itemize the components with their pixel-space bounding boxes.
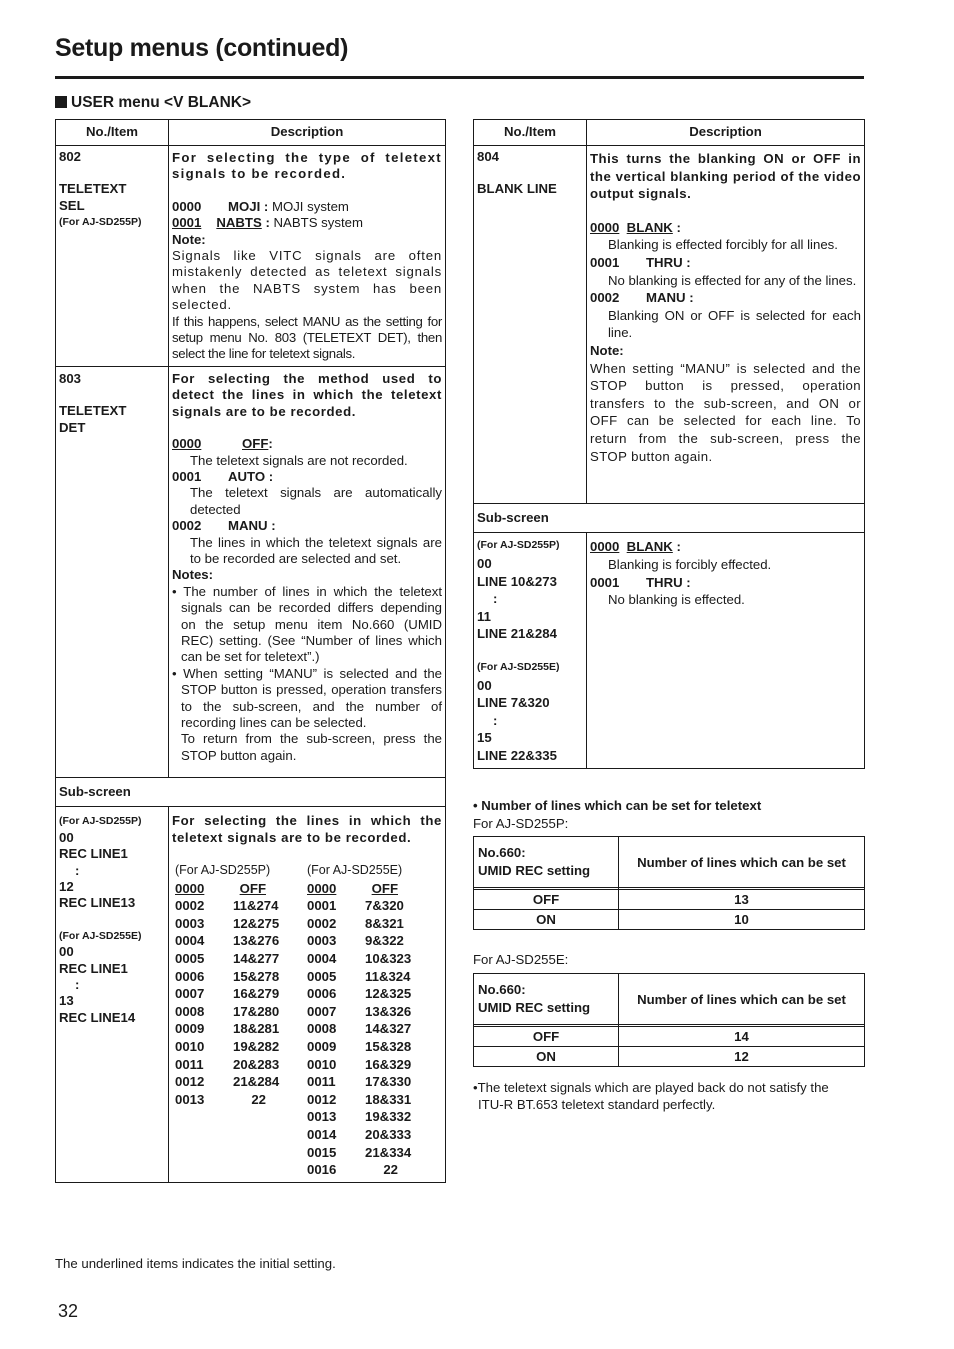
setting-code: 0003 — [175, 915, 205, 931]
line-setting-row — [307, 1144, 439, 1162]
line-setting-row — [307, 880, 439, 898]
subscreen-label: Sub-screen — [56, 777, 446, 806]
lines-heading: • Number of lines which can be set for teletext — [473, 798, 762, 813]
option-0001: 0001 THRU : — [590, 574, 691, 590]
setting-lines: 18&281 — [233, 1021, 280, 1037]
model-label: (For AJ-SD255P) — [59, 815, 142, 828]
subscreen-804-row — [474, 533, 865, 768]
range-colon: : — [493, 591, 498, 607]
setting-code: 0004 — [175, 933, 205, 949]
item-intro: For selecting the method used to detect the lines in which the teletext signals are to be recorded. — [172, 370, 442, 419]
option-0000: 0000 MOJI : MOJI system — [172, 198, 349, 214]
menu-row-802 — [56, 146, 446, 367]
notes-label: Notes: — [172, 567, 214, 583]
table-header-row — [56, 120, 446, 146]
setting-code: 0005 — [175, 951, 205, 967]
section-title: USER menu <V BLANK> — [71, 94, 252, 111]
section-heading — [55, 94, 251, 112]
setting-code: 0010 — [175, 1039, 205, 1055]
line-setting-row — [175, 1091, 307, 1109]
model-label: (For AJ-SD255E) — [477, 660, 560, 673]
range-last-code: 11 — [477, 608, 491, 624]
range-last-code: 12 — [59, 878, 74, 894]
table-row — [474, 1047, 865, 1067]
line-setting-row — [307, 985, 439, 1003]
playback-note-2: ITU-R BT.653 teletext standard perfectly. — [478, 1097, 716, 1112]
subscreen-label: Sub-screen — [474, 504, 865, 533]
lines-col2: Number of lines which can be set — [619, 974, 865, 1025]
setting-lines: 13&276 — [233, 933, 280, 949]
line-setting-row — [307, 915, 439, 933]
setting-lines: 20&333 — [365, 1127, 412, 1142]
item-name: BLANK LINE — [477, 181, 557, 197]
cell-setting: OFF — [474, 1027, 619, 1047]
range-last-name: LINE 22&335 — [477, 747, 557, 763]
ntsc-line-list — [175, 862, 307, 1179]
setting-lines: 15&278 — [233, 968, 280, 984]
setting-code: 0014 — [307, 1127, 337, 1142]
line-setting-row — [175, 915, 307, 933]
item-number: 803 — [59, 370, 82, 386]
page-number: 32 — [58, 1301, 79, 1321]
table-row — [474, 1027, 865, 1047]
note-item: • When setting “MANU” is selected and the STOP button is pressed, operation transfers to the sub-screen, and the number of recording lines can be selected. — [172, 665, 442, 730]
line-setting-row — [307, 1038, 439, 1056]
item-number: 802 — [59, 149, 82, 164]
range-last-code: 13 — [59, 993, 74, 1009]
line-setting-row — [307, 968, 439, 986]
lines-for-p: For AJ-SD255P: — [473, 816, 569, 831]
setting-code: 0003 — [307, 933, 337, 949]
line-setting-row — [175, 1003, 307, 1021]
setting-lines: 19&282 — [233, 1039, 280, 1055]
header-item: No./Item — [56, 120, 169, 146]
lines-col1-l2: UMID REC setting — [478, 1000, 591, 1015]
range-last-name: REC LINE14 — [59, 1009, 136, 1025]
line-setting-row — [307, 1161, 439, 1179]
setting-lines: OFF — [371, 880, 398, 896]
line-setting-row — [175, 985, 307, 1003]
footnote: The underlined items indicates the initial setting. — [55, 1256, 336, 1271]
setting-code: 0006 — [307, 986, 337, 1002]
ntsc-heading: (For AJ-SD255P) — [175, 863, 271, 878]
line-setting-row — [175, 1056, 307, 1074]
cell-setting: OFF — [474, 890, 619, 910]
subscreen-row — [56, 777, 446, 806]
range-first-name: LINE 10&273 — [477, 573, 557, 589]
line-setting-row — [175, 1073, 307, 1091]
item-number: 804 — [477, 149, 500, 164]
setting-code: 0007 — [307, 1003, 337, 1019]
setting-lines: 20&283 — [233, 1056, 280, 1072]
setting-lines: 22 — [251, 1091, 266, 1107]
title-rule — [55, 76, 864, 79]
item-intro: This turns the blanking ON or OFF in the vertical blanking period of the video output signals. — [590, 151, 861, 202]
setting-lines: 10&323 — [365, 951, 412, 967]
setting-lines: 17&330 — [365, 1074, 412, 1090]
header-item: No./Item — [474, 120, 587, 146]
table-row — [474, 910, 865, 930]
note-text: When setting “MANU” is selected and the STOP button is pressed, operation transfers to the sub-screen, and ON or OFF can be selected for each line. To return from the sub-screen, press the STOP button again. — [590, 360, 861, 464]
setting-code: 0002 — [307, 915, 337, 931]
setting-code: 0013 — [175, 1091, 205, 1107]
setting-lines: 16&329 — [365, 1056, 412, 1072]
setting-lines: 21&284 — [233, 1074, 280, 1090]
item-name: TELETEXT — [59, 403, 127, 419]
range-first-code: 00 — [477, 556, 492, 571]
line-setting-row — [307, 1020, 439, 1038]
setting-lines: 9&322 — [365, 933, 404, 949]
setting-code: 0012 — [175, 1074, 205, 1090]
setting-code: 0012 — [307, 1091, 337, 1107]
setting-code: 0005 — [307, 968, 337, 984]
line-setting-row — [307, 950, 439, 968]
range-colon: : — [75, 862, 80, 878]
range-first-code: 00 — [59, 829, 74, 845]
cell-lines: 14 — [619, 1027, 865, 1047]
subscreen-intro: For selecting the lines in which the teletext signals are to be recorded. — [172, 813, 442, 845]
setting-code: 0007 — [175, 986, 205, 1002]
setting-code: 0000 — [175, 880, 205, 896]
setting-lines: 14&327 — [365, 1021, 412, 1037]
line-setting-row — [175, 932, 307, 950]
line-setting-row — [175, 1020, 307, 1038]
option-desc: The teletext signals are automatically detected — [190, 485, 442, 517]
left-menu-table — [55, 119, 446, 1183]
item-intro: For selecting the type of teletext signals to be recorded. — [172, 150, 442, 182]
table-header-row — [474, 120, 865, 146]
lines-table-e — [473, 973, 865, 1067]
setting-code: 0001 — [307, 898, 337, 914]
subscreen-803-row — [56, 807, 446, 1183]
option-0001: 0001 NABTS : NABTS system — [172, 215, 363, 231]
line-setting-row — [307, 1108, 439, 1126]
model-label: (For AJ-SD255E) — [59, 929, 142, 942]
setting-lines: 14&277 — [233, 951, 280, 967]
note-label: Note: — [172, 231, 206, 247]
model-label: (For AJ-SD255P) — [477, 539, 560, 552]
range-first-name: REC LINE1 — [59, 846, 128, 862]
option-desc: No blanking is effected for any of the lines. — [608, 272, 857, 288]
setting-code: 0004 — [307, 951, 337, 967]
setting-lines: 11&324 — [365, 968, 411, 984]
setting-code: 0011 — [175, 1056, 204, 1072]
item-name-2: SEL — [59, 197, 85, 213]
setting-lines: 7&320 — [365, 898, 404, 914]
lines-header-row — [474, 974, 865, 1025]
cell-lines: 10 — [619, 910, 865, 930]
setting-lines: OFF — [239, 880, 266, 896]
range-last-name: REC LINE13 — [59, 895, 136, 911]
option-desc: Blanking is forcibly effected. — [608, 557, 772, 572]
setting-code: 0008 — [307, 1021, 337, 1037]
model-label: (For AJ-SD255P) — [59, 216, 142, 229]
option-0000: 0000 BLANK : — [590, 219, 681, 235]
setting-code: 0006 — [175, 968, 205, 984]
option-desc: Blanking ON or OFF is selected for each line. — [608, 307, 861, 341]
line-setting-row — [307, 897, 439, 915]
setting-lines: 16&279 — [233, 986, 280, 1002]
setting-code: 0011 — [307, 1074, 336, 1090]
setting-lines: 11&274 — [233, 898, 279, 914]
lines-col2: Number of lines which can be set — [619, 837, 865, 888]
setting-lines: 15&328 — [365, 1039, 412, 1055]
option-desc: The lines in which the teletext signals are to be recorded are selected and set. — [190, 534, 442, 566]
range-last-code: 15 — [477, 730, 492, 746]
option-0000: 0000 BLANK : — [590, 539, 681, 555]
setting-code: 0010 — [307, 1056, 337, 1072]
setting-code: 0002 — [175, 898, 205, 914]
line-setting-row — [307, 1091, 439, 1109]
setting-code: 0016 — [307, 1162, 337, 1178]
item-name-2: DET — [59, 419, 86, 435]
setting-lines: 22 — [383, 1162, 398, 1178]
pal-line-list — [307, 862, 439, 1179]
range-first-code: 00 — [59, 944, 74, 960]
range-first-code: 00 — [477, 677, 492, 693]
lines-table-p — [473, 836, 865, 930]
setting-lines: 12&325 — [365, 986, 412, 1002]
line-setting-row — [175, 1038, 307, 1056]
lines-header-row — [474, 837, 865, 888]
note-text: Signals like VITC signals are often mistakenly detected as teletext signals when the NABTS system has been selected. — [172, 248, 442, 313]
option-0002: 0002 MANU : — [590, 290, 694, 306]
line-setting-row — [175, 897, 307, 915]
option-desc: No blanking is effected. — [608, 592, 745, 608]
cell-setting: ON — [474, 910, 619, 930]
lines-for-e: For AJ-SD255E: — [473, 952, 569, 967]
lines-col1-l1: No.660: — [478, 982, 526, 997]
option-0000: 0000 OFF: — [172, 436, 273, 452]
setting-code: 0015 — [307, 1144, 337, 1160]
cell-lines: 12 — [619, 1047, 865, 1067]
setting-lines: 21&334 — [365, 1144, 412, 1160]
lines-col1-l2: UMID REC setting — [478, 863, 591, 878]
menu-row-803 — [56, 366, 446, 777]
line-setting-row — [175, 950, 307, 968]
range-first-name: REC LINE1 — [59, 960, 128, 976]
setting-lines: 17&280 — [233, 1003, 280, 1019]
cell-setting: ON — [474, 1047, 619, 1067]
header-description: Description — [169, 120, 446, 146]
setting-lines: 18&331 — [365, 1091, 412, 1107]
square-bullet-icon — [55, 96, 67, 108]
header-description: Description — [587, 120, 865, 146]
setting-code: 0008 — [175, 1003, 205, 1019]
line-setting-row — [307, 1003, 439, 1021]
option-desc: The teletext signals are not recorded. — [190, 452, 408, 468]
range-colon: : — [75, 976, 80, 992]
note-item: To return from the sub-screen, press the STOP button again. — [181, 731, 442, 763]
pal-heading: (For AJ-SD255E) — [307, 863, 403, 878]
setting-lines: 19&332 — [365, 1109, 412, 1125]
line-setting-row — [307, 1073, 439, 1091]
range-last-name: LINE 21&284 — [477, 626, 557, 642]
item-name: TELETEXT — [59, 181, 127, 197]
line-setting-row — [307, 932, 439, 950]
setting-lines: 8&321 — [365, 915, 404, 931]
note-label: Note: — [590, 342, 624, 358]
setting-lines: 12&275 — [233, 915, 280, 931]
menu-row-804 — [474, 146, 865, 504]
right-menu-table — [473, 119, 865, 769]
option-desc: Blanking is effected forcibly for all lines. — [608, 237, 838, 253]
line-setting-row — [175, 968, 307, 986]
option-0001: 0001 AUTO : — [172, 468, 274, 484]
lines-col1-l1: No.660: — [478, 845, 526, 860]
setting-code: 0000 — [307, 880, 337, 896]
option-0001: 0001 THRU : — [590, 254, 691, 270]
note-text-2: If this happens, select MANU as the setting for setup menu No. 803 (TELETEXT DET), then select the line for teletext signals. — [172, 313, 442, 362]
line-setting-row — [307, 1126, 439, 1144]
playback-note: •The teletext signals which are played back do not satisfy the — [473, 1080, 829, 1095]
setting-code: 0009 — [175, 1021, 205, 1037]
subscreen-row — [474, 504, 865, 533]
table-row — [474, 890, 865, 910]
note-item: • The number of lines in which the teletext signals can be recorded differs depending on the setup menu item No.660 (UMID REC) setting. (See “Number of lines which can be set for teletext”.) — [172, 583, 442, 665]
setting-code: 0009 — [307, 1039, 337, 1055]
option-0002: 0002 MANU : — [172, 518, 276, 534]
range-first-name: LINE 7&320 — [477, 695, 550, 711]
line-setting-row — [175, 880, 307, 898]
line-setting-row — [307, 1056, 439, 1074]
setting-code: 0013 — [307, 1109, 337, 1125]
page-title: Setup menus (continued) — [55, 34, 349, 62]
setting-lines: 13&326 — [365, 1003, 412, 1019]
cell-lines: 13 — [619, 890, 865, 910]
range-colon: : — [493, 712, 498, 728]
